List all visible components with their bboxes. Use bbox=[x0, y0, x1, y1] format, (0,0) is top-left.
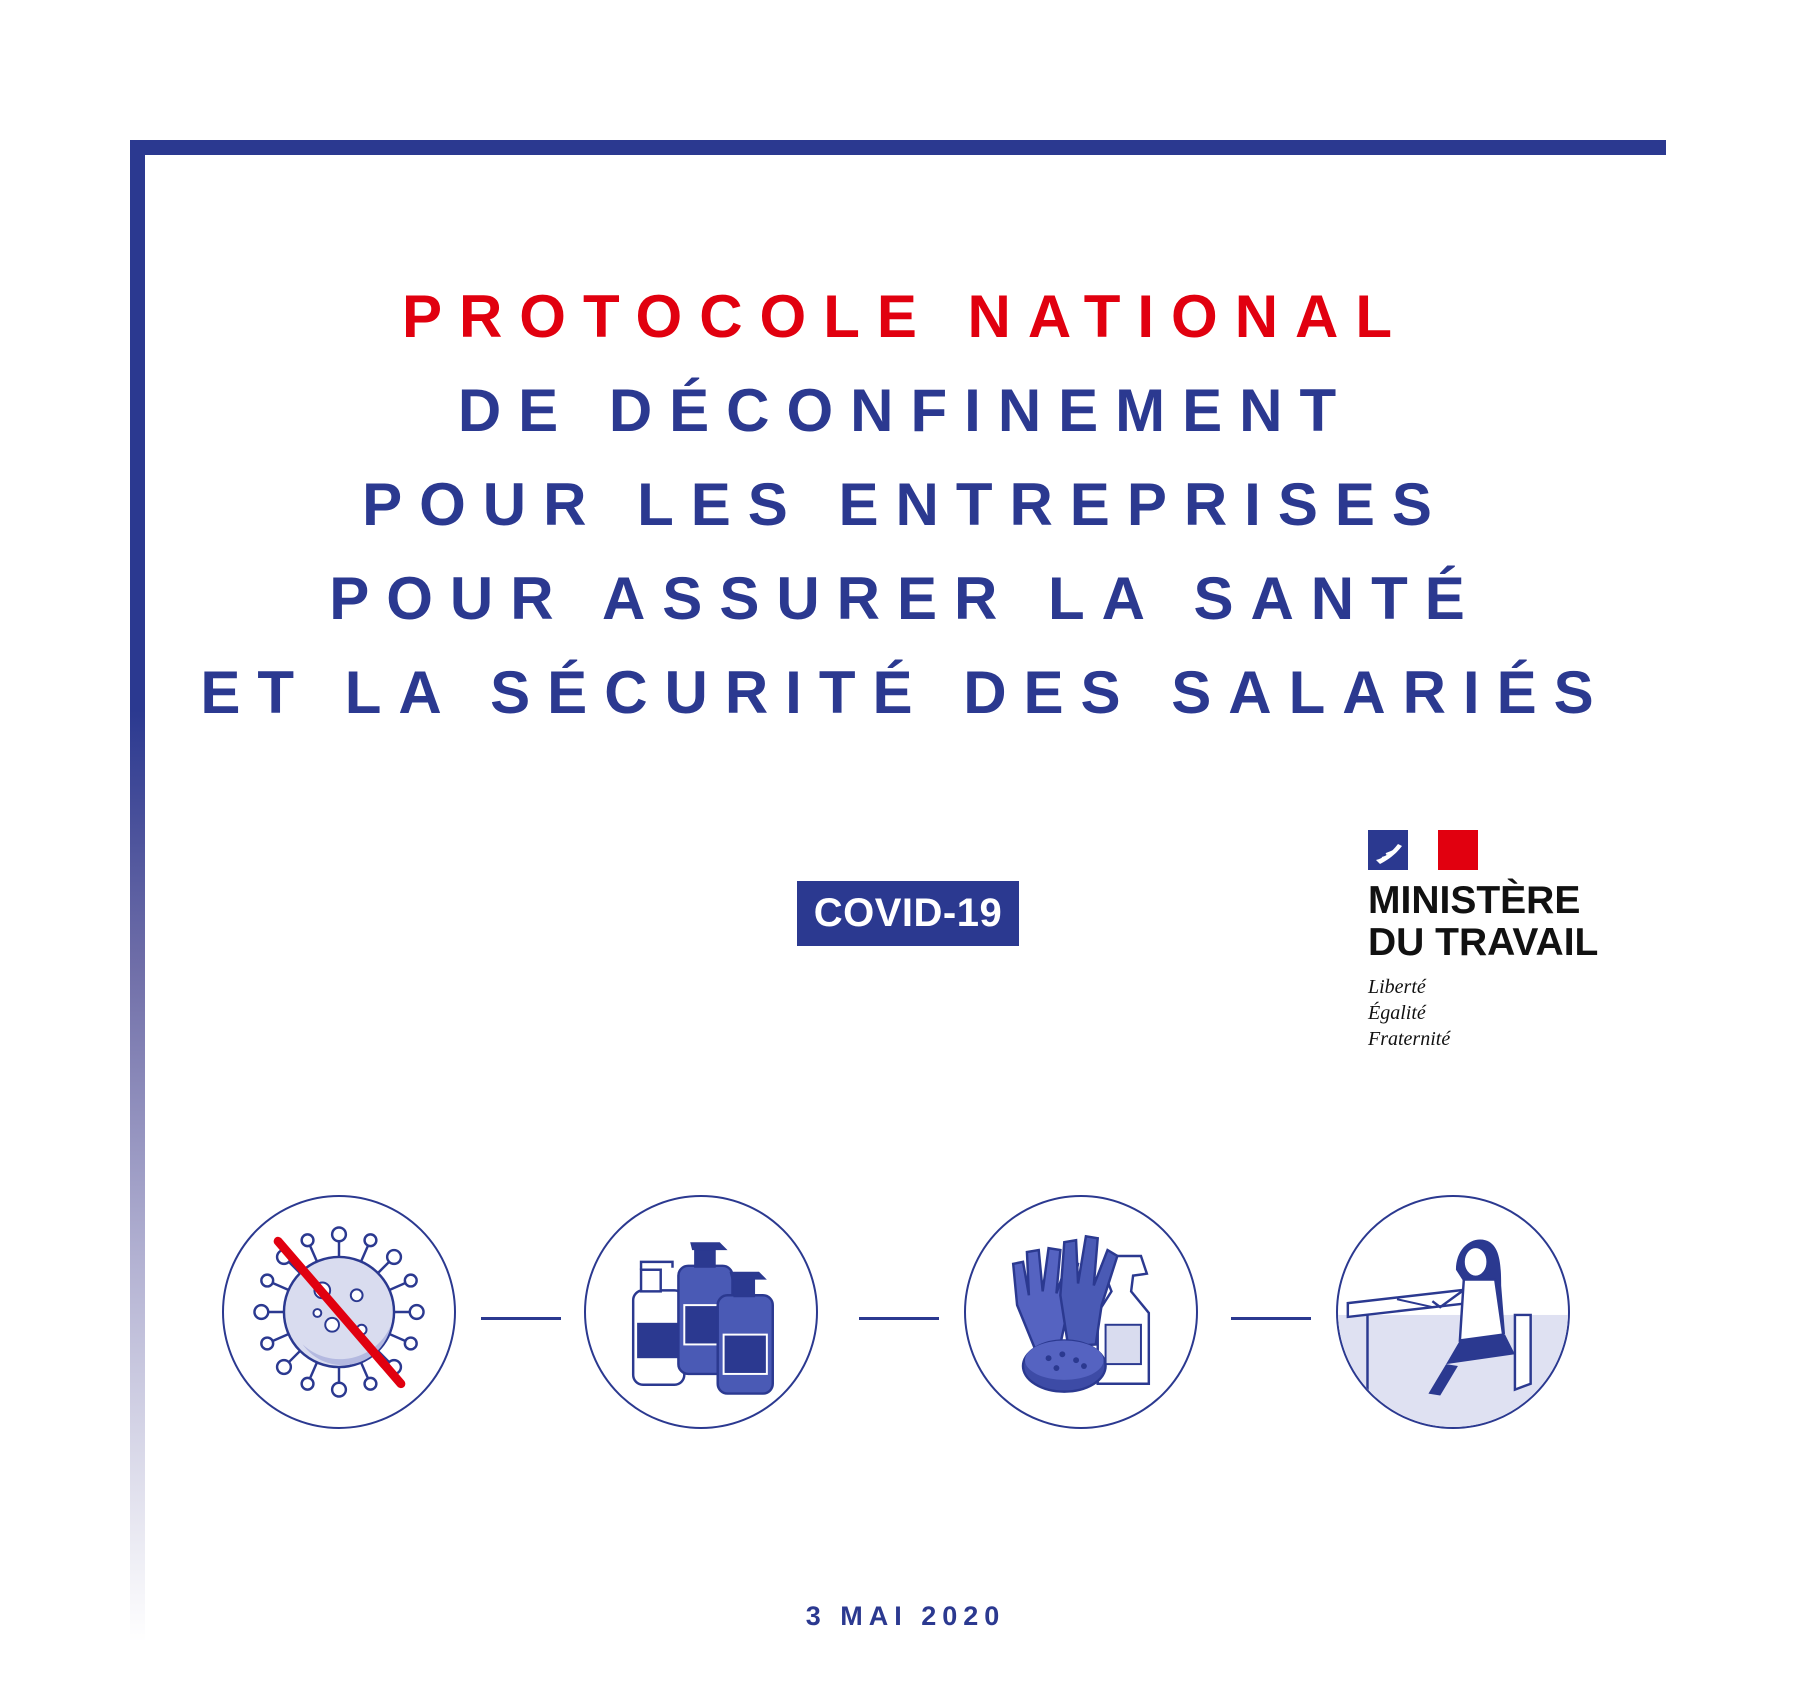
title-line-3: POUR LES ENTREPRISES bbox=[362, 471, 1449, 538]
gloves-cleaning-icon bbox=[964, 1195, 1198, 1429]
title-line-5: ET LA SÉCURITÉ DES SALARIÉS bbox=[200, 659, 1611, 726]
page-title bbox=[0, 270, 1811, 740]
woman-at-desk-icon bbox=[1336, 1195, 1570, 1429]
ministry-logo bbox=[1368, 830, 1648, 1052]
motto-egalite: Égalité bbox=[1368, 1002, 1426, 1024]
title-line-2: DE DÉCONFINEMENT bbox=[457, 377, 1354, 444]
icon-row bbox=[0, 1195, 1811, 1445]
sanitizer-bottles-icon bbox=[584, 1195, 818, 1429]
motto-liberte: Liberté bbox=[1368, 976, 1426, 998]
republic-motto bbox=[1368, 974, 1648, 1052]
covid-badge: COVID-19 bbox=[797, 881, 1019, 946]
publication-date: 3 MAI 2020 bbox=[805, 1601, 1006, 1631]
title-line-1: PROTOCOLE NATIONAL bbox=[401, 283, 1410, 350]
marianne-flag-icon bbox=[1368, 830, 1478, 870]
frame-top-bar bbox=[130, 140, 1666, 155]
no-virus-icon bbox=[222, 1195, 456, 1429]
ministry-name-line1: MINISTÈRE bbox=[1368, 879, 1581, 922]
ministry-name-line2: DU TRAVAIL bbox=[1368, 921, 1599, 964]
title-line-4: POUR ASSURER LA SANTÉ bbox=[329, 565, 1482, 632]
motto-fraternite: Fraternité bbox=[1368, 1028, 1451, 1050]
